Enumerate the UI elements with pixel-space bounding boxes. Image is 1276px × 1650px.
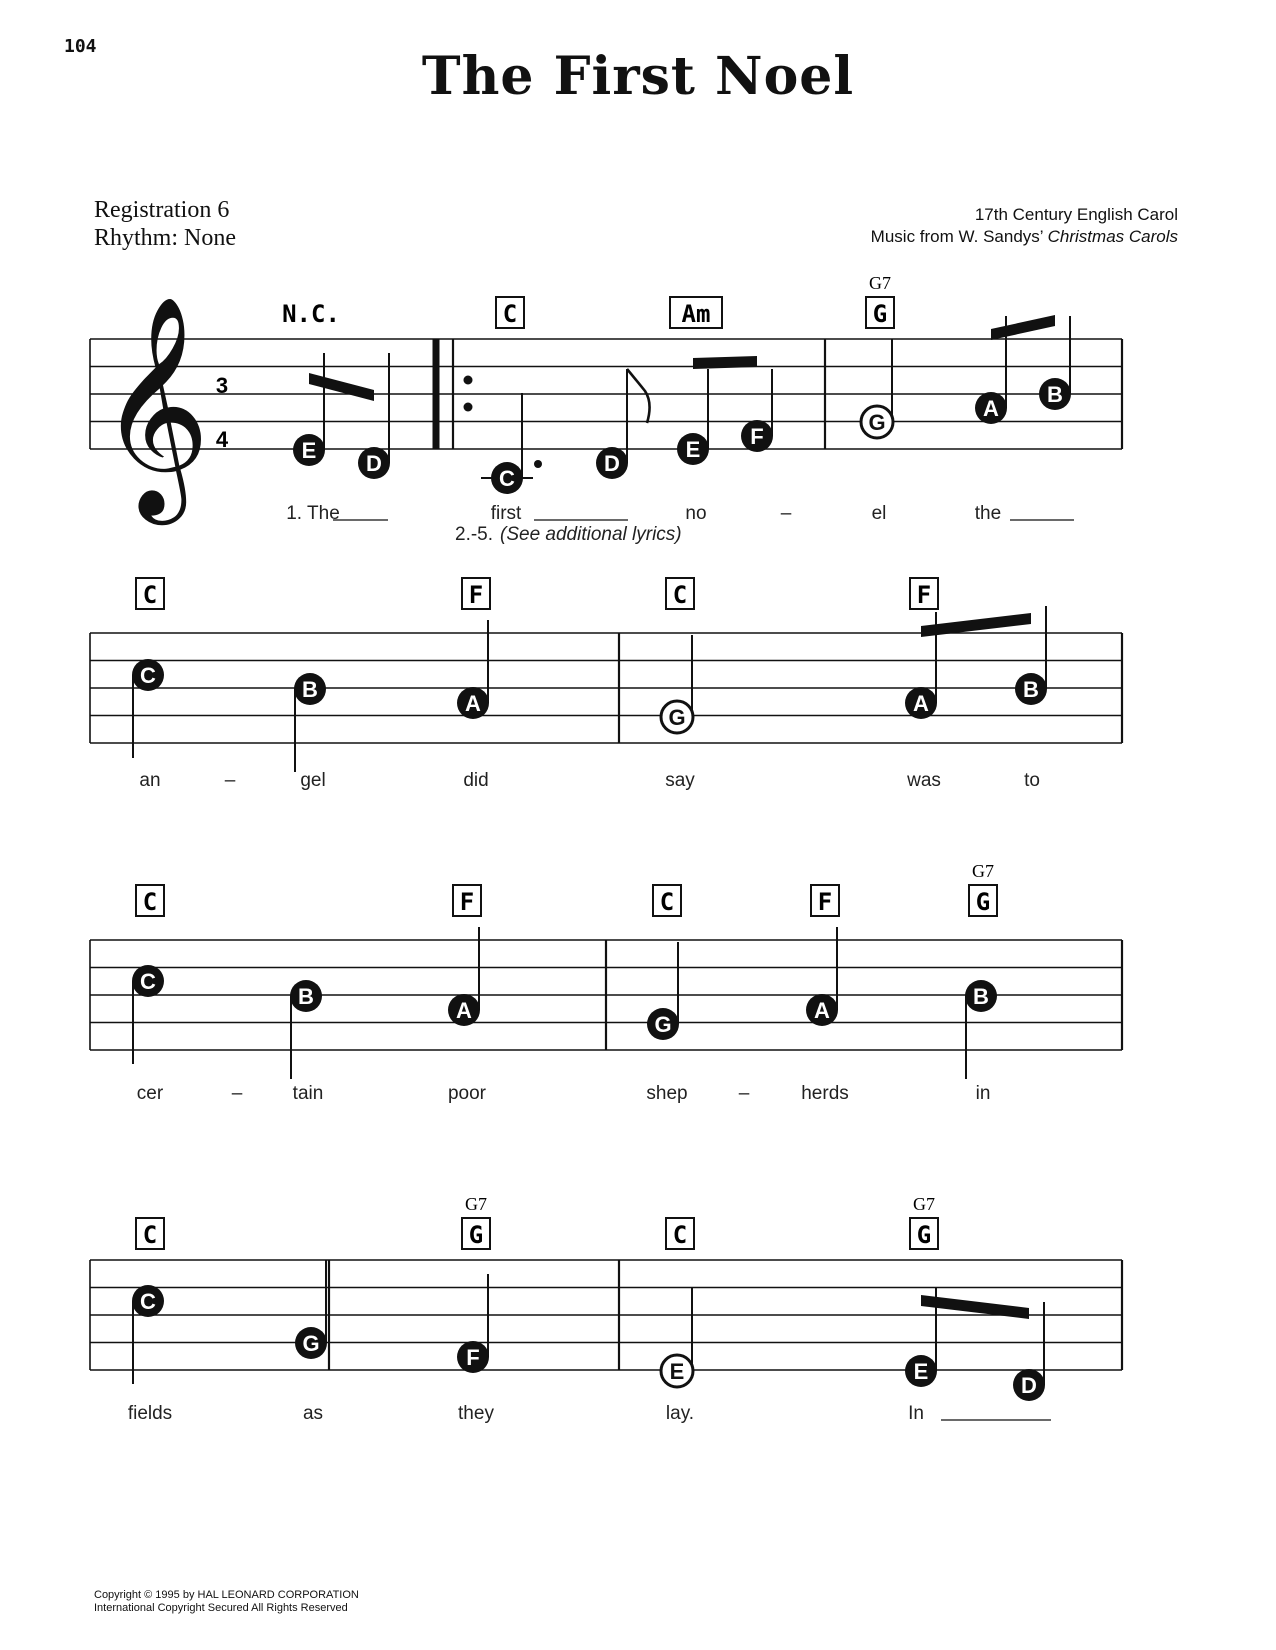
lyric-syllable: was (907, 770, 941, 791)
rights-line: International Copyright Secured All Rights Reserved (94, 1602, 348, 1614)
repeat-dot (464, 403, 473, 412)
staff-system-2 (90, 578, 1122, 772)
repeat-dot (464, 376, 473, 385)
lyric-verse-label: 2.-5. (455, 524, 494, 545)
lyric-syllable: tain (292, 1083, 324, 1104)
lyric-syllable: cer (136, 1083, 164, 1104)
registration-label: Registration 6 (94, 197, 230, 223)
note-letter: D (1021, 1373, 1037, 1398)
note-letter: C (140, 1289, 156, 1314)
lyric-syllable: 1. The (286, 503, 340, 524)
note-beam (309, 373, 374, 401)
lyric-syllable: they (458, 1403, 494, 1424)
rhythm-label: Rhythm: None (94, 225, 236, 251)
copyright-line: Copyright © 1995 by HAL LEONARD CORPORATION (94, 1589, 359, 1601)
time-signature-top: 3 (215, 373, 229, 398)
lyric-syllable: el (871, 503, 887, 524)
lyric-syllable: shep (646, 1083, 688, 1104)
chord-symbol: C (142, 1221, 158, 1249)
chord-symbol: F (916, 581, 932, 609)
lyric-syllable: the (974, 503, 1002, 524)
note-letter: C (140, 969, 156, 994)
note-letter: B (1047, 382, 1063, 407)
lyric-syllable: an (139, 770, 161, 791)
chord-name-above: G7 (465, 1194, 487, 1214)
note-letter: F (750, 424, 764, 449)
staff-system-4 (90, 1218, 1122, 1420)
note-letter: G (302, 1331, 320, 1356)
treble-clef-icon: 𝄞 (98, 294, 211, 515)
chord-symbol: N.C. (282, 300, 340, 328)
lyric-syllable: – (224, 770, 236, 791)
staff-system-3 (90, 885, 1122, 1079)
song-title: The First Noel (421, 46, 855, 107)
lyric-syllable: as (302, 1403, 324, 1424)
chord-name-above: G7 (972, 861, 994, 881)
lyric-syllable: first (490, 503, 522, 524)
lyric-syllable: gel (300, 770, 326, 791)
lyric-syllable: did (463, 770, 489, 791)
chord-symbol: G (872, 300, 888, 328)
note-letter: G (868, 410, 886, 435)
note-letter: E (913, 1359, 929, 1384)
chord-symbol: G (975, 888, 991, 916)
chord-symbol: G (916, 1221, 932, 1249)
chord-symbol: G (468, 1221, 484, 1249)
note-letter: F (466, 1345, 480, 1370)
note-letter: E (301, 438, 317, 463)
staff-system-1 (90, 294, 1122, 525)
lyric-syllable: no (685, 503, 707, 524)
lyric-syllable: poor (447, 1083, 487, 1104)
note-letter: C (140, 663, 156, 688)
chord-symbol: F (468, 581, 484, 609)
lyric-syllable: in (975, 1083, 991, 1104)
note-flag (627, 369, 650, 423)
note-letter: D (366, 451, 382, 476)
note-beam (693, 356, 757, 369)
time-signature-bottom: 4 (215, 427, 229, 452)
dot-icon (534, 460, 542, 468)
note-letter: A (913, 691, 929, 716)
note-beam (991, 315, 1055, 340)
lyric-syllable: – (780, 503, 792, 524)
note-letter: A (814, 998, 830, 1023)
chord-symbol: C (142, 581, 158, 609)
note-letter: G (654, 1012, 672, 1037)
note-letter: D (604, 451, 620, 476)
note-letter: B (1023, 677, 1039, 702)
chord-symbol: C (142, 888, 158, 916)
note-letter: B (302, 677, 318, 702)
chord-symbol: C (659, 888, 675, 916)
note-letter: A (983, 396, 999, 421)
lyric-syllable: – (231, 1083, 243, 1104)
lyric-verse-note: (See additional lyrics) (500, 524, 682, 545)
chord-symbol: F (459, 888, 475, 916)
lyric-syllable: lay. (665, 1403, 695, 1424)
chord-symbol: F (817, 888, 833, 916)
note-letter: E (685, 437, 701, 462)
credit-source-title: Christmas Carols (1047, 227, 1178, 246)
page-number: 104 (64, 36, 97, 57)
note-letter: G (668, 705, 686, 730)
lyric-syllable: In (908, 1403, 924, 1424)
note-letter: A (456, 998, 472, 1023)
chord-symbol: Am (681, 300, 711, 328)
chord-name-above: G7 (913, 1194, 935, 1214)
lyric-syllable: – (738, 1083, 750, 1104)
chord-name-above: G7 (869, 273, 891, 293)
chord-symbol: C (672, 1221, 688, 1249)
note-letter: C (499, 466, 515, 491)
note-letter: B (973, 984, 989, 1009)
credit-source-prefix: Music from W. Sandys’ (870, 227, 1048, 246)
note-letter: B (298, 984, 314, 1009)
note-letter: E (669, 1359, 685, 1384)
lyric-syllable: fields (127, 1403, 173, 1424)
music-layer (90, 273, 1122, 1424)
lyric-syllable: herds (801, 1083, 849, 1104)
credit-origin: 17th Century English Carol (974, 205, 1178, 224)
lyric-syllable: to (1024, 770, 1040, 791)
note-letter: A (465, 691, 481, 716)
chord-symbol: C (502, 300, 518, 328)
lyric-syllable: say (665, 770, 695, 791)
chord-symbol: C (672, 581, 688, 609)
